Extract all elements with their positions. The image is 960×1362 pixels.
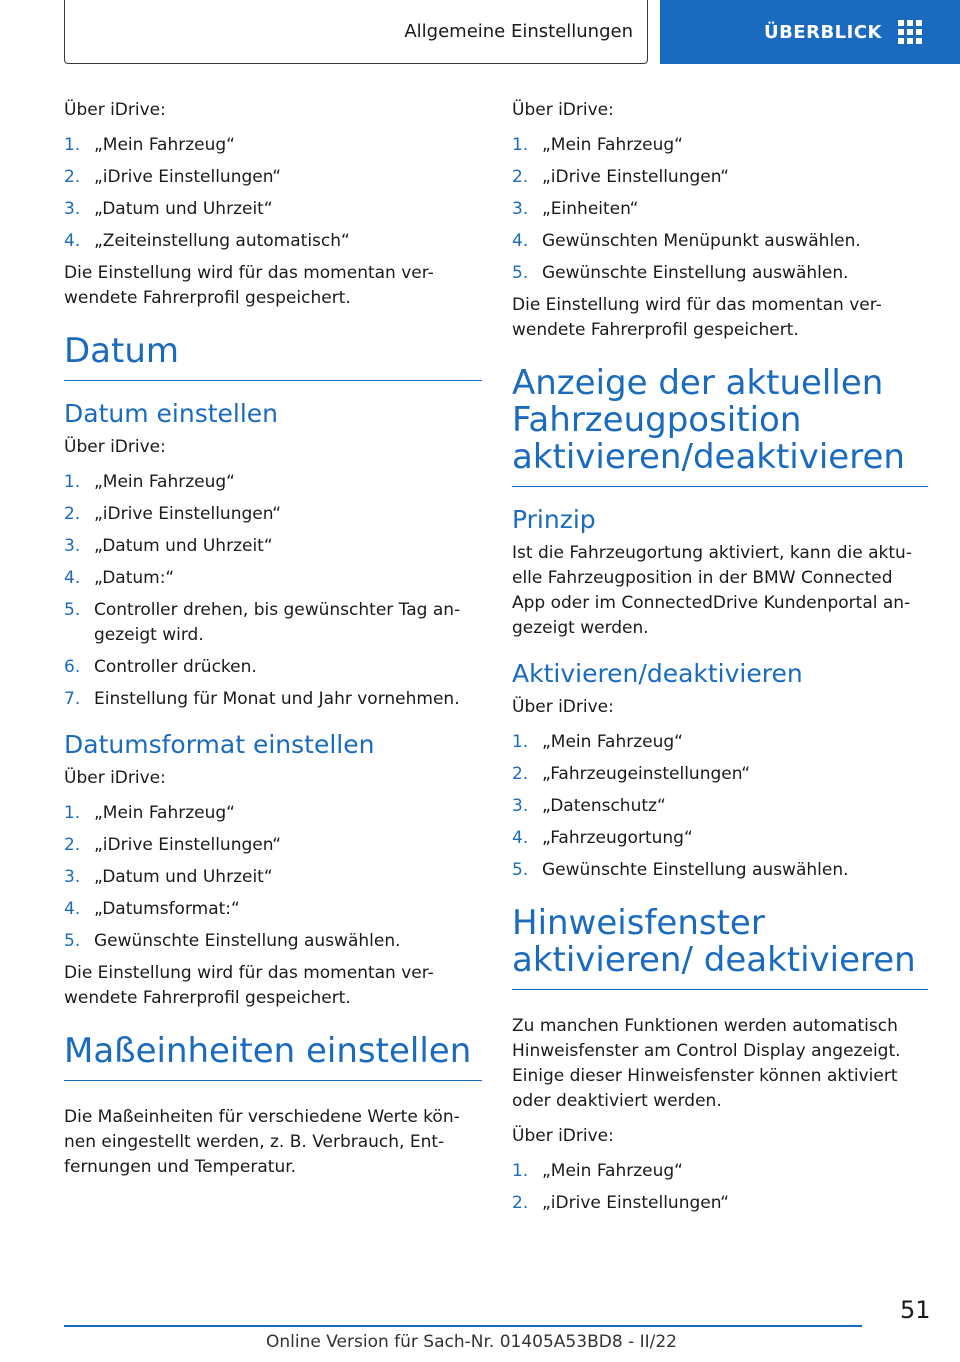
list-item: 2. „iDrive Einstellungen“ bbox=[64, 504, 282, 524]
list-item: 5. Controller drehen, bis gewünschter Tag an-gezeigt wird. bbox=[64, 600, 461, 645]
list-item: 4. Gewünschten Menüpunkt auswählen. bbox=[512, 231, 861, 251]
units-note: Die Einstellung wird für das momentan ver-wendete Fahrerprofil gespeichert. bbox=[512, 295, 882, 340]
list-item: 5. Gewünschte Einstellung auswählen. bbox=[512, 263, 849, 283]
heading-hinweisfenster: Hinweisfenster aktivieren/ deaktivieren bbox=[512, 905, 928, 990]
list-item: 1. „Mein Fahrzeug“ bbox=[512, 732, 683, 752]
list-item: 3. „Datum und Uhrzeit“ bbox=[64, 867, 273, 887]
datumsformat-note: Die Einstellung wird für das momentan ver-wendete Fahrerprofil gespeichert. bbox=[64, 963, 434, 1008]
heading-datum-einstellen: Datum einstellen bbox=[64, 399, 279, 428]
list-item: 2. „iDrive Einstellungen“ bbox=[512, 167, 730, 187]
hinweis-steps bbox=[512, 1159, 928, 1216]
units-steps bbox=[512, 133, 928, 286]
list-item: 4. „Fahrzeugortung“ bbox=[512, 828, 693, 848]
list-item: 2. „iDrive Einstellungen“ bbox=[64, 835, 282, 855]
chapter-tab[interactable] bbox=[660, 0, 960, 64]
heading-datumsformat: Datumsformat einstellen bbox=[64, 730, 375, 759]
list-item: 5. Gewünschte Einstellung auswählen. bbox=[512, 860, 849, 880]
list-item: 4. „Datum:“ bbox=[64, 568, 175, 588]
list-item: 4. „Datumsformat:“ bbox=[64, 899, 240, 919]
heading-masseinheiten: Maßeinheiten einstellen bbox=[64, 1033, 482, 1081]
grid-menu-icon bbox=[898, 20, 922, 44]
datumsformat-steps bbox=[64, 801, 482, 954]
units-over: Über iDrive: bbox=[512, 100, 614, 120]
heading-aktivieren: Aktivieren/deaktivieren bbox=[512, 659, 803, 688]
datum-steps bbox=[64, 470, 482, 712]
left-column bbox=[64, 98, 482, 1190]
list-item: 6. Controller drücken. bbox=[64, 657, 257, 677]
heading-fahrzeugposition: Anzeige der aktuellen Fahrzeugposition aktivieren/deaktivieren bbox=[512, 365, 928, 487]
aktivieren-steps bbox=[512, 730, 928, 883]
datum-over: Über iDrive: bbox=[64, 437, 166, 457]
list-item: 4. „Zeiteinstellung automatisch“ bbox=[64, 231, 350, 251]
list-item: 3. „Datenschutz“ bbox=[512, 796, 666, 816]
chapter-title: ÜBERBLICK bbox=[763, 21, 882, 43]
list-item: 1. „Mein Fahrzeug“ bbox=[64, 803, 235, 823]
intro-note: Die Einstellung wird für das momentan ver-wendete Fahrerprofil gespeichert. bbox=[64, 263, 434, 308]
list-item: 2. „iDrive Einstellungen“ bbox=[64, 167, 282, 187]
list-item: 3. „Datum und Uhrzeit“ bbox=[64, 536, 273, 556]
intro-over: Über iDrive: bbox=[64, 100, 166, 120]
list-item: 3. „Datum und Uhrzeit“ bbox=[64, 199, 273, 219]
heading-prinzip: Prinzip bbox=[512, 505, 596, 534]
prinzip-text: Ist die Fahrzeugortung aktiviert, kann die aktu-elle Fahrzeugposition in der BMW Connected App oder im ConnectedDrive Kundenportal an-gezeigt werden. bbox=[512, 543, 912, 638]
list-item: 2. „Fahrzeugeinstellungen“ bbox=[512, 764, 751, 784]
page-number: 51 bbox=[900, 1296, 931, 1324]
footer-divider bbox=[64, 1325, 862, 1327]
list-item: 5. Gewünschte Einstellung auswählen. bbox=[64, 931, 401, 951]
masseinheiten-text: Die Maßeinheiten für verschiedene Werte kön-nen eingestellt werden, z. B. Verbrauch, Ent-fernungen und Temperatur. bbox=[64, 1107, 460, 1177]
hinweis-text: Zu manchen Funktionen werden automatisch Hinweisfenster am Control Display angezeigt. Einige dieser Hinweisfenster können aktiviert oder deaktiviert werden. bbox=[512, 1016, 901, 1111]
right-column bbox=[512, 98, 928, 1223]
section-header bbox=[64, 0, 648, 64]
datumsformat-over: Über iDrive: bbox=[64, 768, 166, 788]
section-title: Allgemeine Einstellungen bbox=[404, 21, 633, 42]
intro-steps bbox=[64, 133, 482, 254]
hinweis-over: Über iDrive: bbox=[512, 1126, 614, 1146]
aktivieren-over: Über iDrive: bbox=[512, 697, 614, 717]
footer-online-version: Online Version für Sach-Nr. 01405A53BD8 - II/22 bbox=[266, 1332, 677, 1352]
list-item: 1. „Mein Fahrzeug“ bbox=[64, 472, 235, 492]
list-item: 1. „Mein Fahrzeug“ bbox=[512, 1161, 683, 1181]
list-item: 7. Einstellung für Monat und Jahr vornehmen. bbox=[64, 689, 460, 709]
heading-datum: Datum bbox=[64, 333, 482, 381]
list-item: 1. „Mein Fahrzeug“ bbox=[512, 135, 683, 155]
list-item: 1. „Mein Fahrzeug“ bbox=[64, 135, 235, 155]
list-item: 3. „Einheiten“ bbox=[512, 199, 639, 219]
list-item: 2. „iDrive Einstellungen“ bbox=[512, 1193, 730, 1213]
